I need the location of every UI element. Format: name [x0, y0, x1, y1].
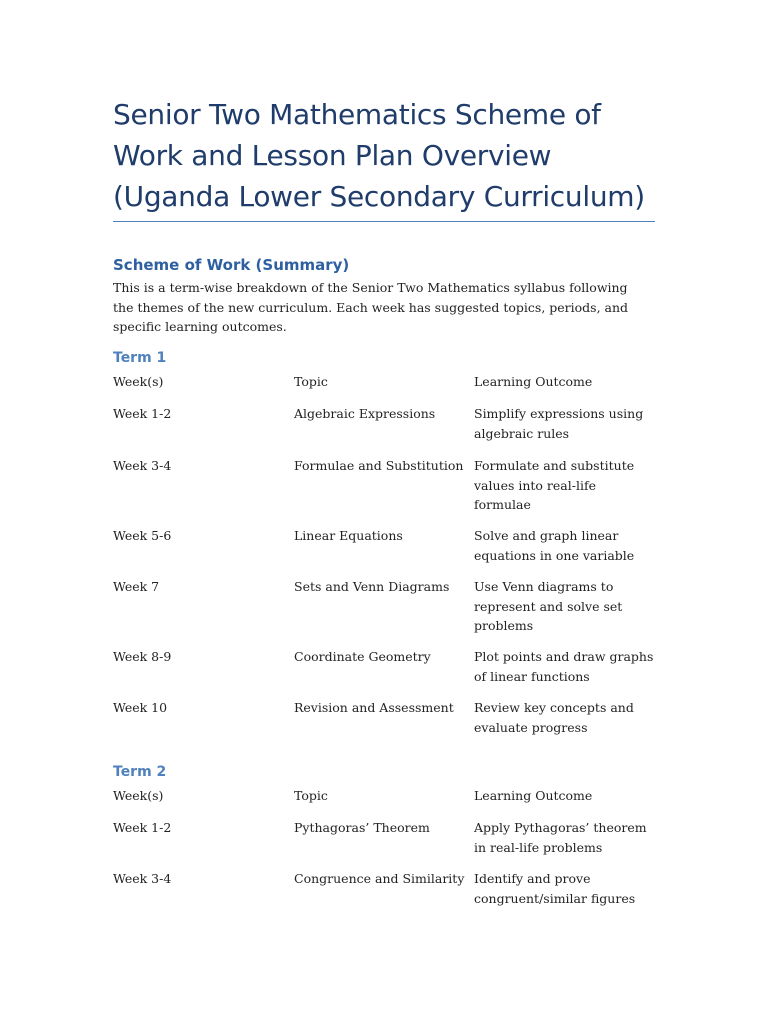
week-cell: Week 5-6 — [113, 528, 172, 543]
outcome-cell: Review key concepts and evaluate progress — [474, 700, 634, 735]
outcome-cell: Apply Pythagoras’ theorem in real-life problems — [474, 820, 647, 855]
outcome-cell: Plot points and draw graphs of linear functions — [474, 649, 654, 684]
header-topic: Topic — [294, 788, 328, 803]
week-cell: Week 3-4 — [113, 458, 172, 473]
intro-paragraph: This is a term-wise breakdown of the Senior Two Mathematics syllabus following the themes of the new curriculum. Each week has suggested topics, periods, and specific learning outcomes. — [113, 280, 629, 334]
header-topic: Topic — [294, 374, 328, 389]
topic-cell: Algebraic Expressions — [294, 406, 436, 421]
topic-cell: Coordinate Geometry — [294, 649, 431, 664]
outcome-cell: Solve and graph linear equations in one variable — [474, 528, 635, 563]
outcome-cell: Simplify expressions using algebraic rules — [474, 406, 644, 441]
topic-cell: Pythagoras’ Theorem — [294, 820, 430, 835]
topic-cell: Revision and Assessment — [294, 700, 454, 715]
week-cell: Week 1-2 — [113, 820, 172, 835]
week-cell: Week 8-9 — [113, 649, 172, 664]
outcome-cell: Identify and prove congruent/similar figures — [474, 871, 636, 906]
document-title: Senior Two Mathematics Scheme of Work and Lesson Plan Overview (Uganda Lower Secondary Curriculum) — [113, 98, 645, 213]
week-cell: Week 3-4 — [113, 871, 172, 886]
outcome-cell: Formulate and substitute values into real-life formulae — [474, 458, 635, 512]
topic-cell: Formulae and Substitution — [294, 458, 464, 473]
scheme-of-work-heading: Scheme of Work (Summary) — [113, 256, 350, 274]
topic-cell: Linear Equations — [294, 528, 403, 543]
title-divider — [113, 221, 655, 222]
header-learning-outcome: Learning Outcome — [474, 374, 593, 389]
header-weeks: Week(s) — [113, 374, 164, 389]
topic-cell: Congruence and Similarity — [294, 871, 465, 886]
week-cell: Week 7 — [113, 579, 160, 594]
term-1-heading: Term 1 — [113, 350, 167, 366]
header-weeks: Week(s) — [113, 788, 164, 803]
week-cell: Week 1-2 — [113, 406, 172, 421]
topic-cell: Sets and Venn Diagrams — [294, 579, 450, 594]
header-learning-outcome: Learning Outcome — [474, 788, 593, 803]
outcome-cell: Use Venn diagrams to represent and solve set problems — [474, 579, 623, 633]
term-2-heading: Term 2 — [113, 764, 167, 780]
week-cell: Week 10 — [113, 700, 168, 715]
